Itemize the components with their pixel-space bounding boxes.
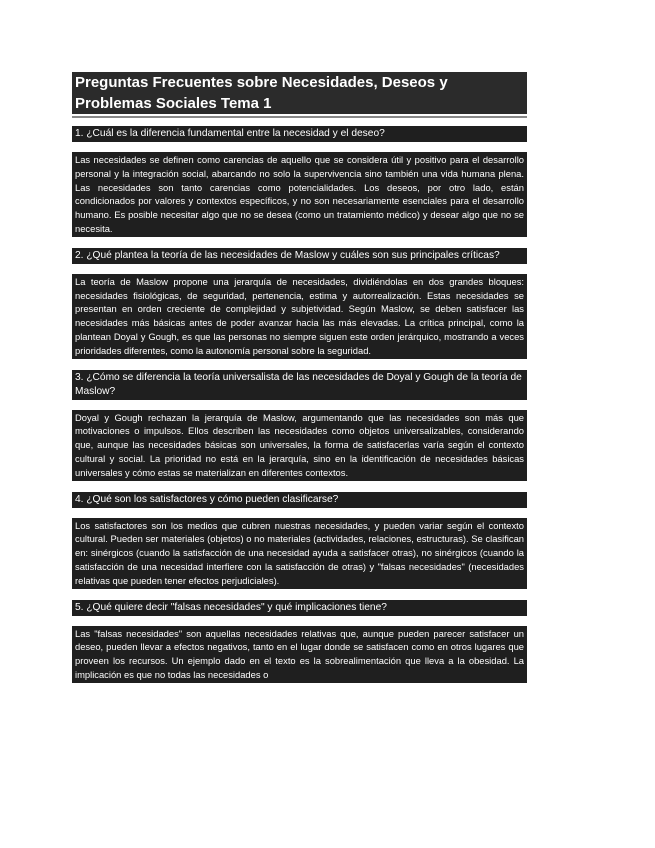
answer-2: La teoría de Maslow propone una jerarquía de necesidades, dividiéndolas en dos grandes bloques: necesidades fisiológicas, de seguridad, pertenencia, estima y autorrealización. Estas necesidades se presentan en orden creciente de complejidad y subjetividad. Según Maslow, se deben satisfacer las necesidades más básicas antes de poder avanzar hacia las más elevadas. La crítica principal, como la plantean Doyal y Gough, es que las personas no siempre siguen este orden jerárquico, mostrando a veces prioridades diferentes, como la autonomía personal sobre la seguridad. xyxy=(72,274,527,360)
answer-4: Los satisfactores son los medios que cubren nuestras necesidades, y pueden variar según el contexto cultural. Pueden ser materiales (objetos) o no materiales (actividades, relaciones, estructuras). Se clasifican en: sinérgicos (cuando la satisfacción de una necesidad ayuda a satisfacer otras), no sinérgicos (cuando la satisfacción de una necesidad interfiere con la satisfacción de otras) y "falsas necesidades" (necesidades relativas que pueden tener efectos perjudiciales). xyxy=(72,518,527,590)
document-title xyxy=(72,72,527,114)
question-1: 1. ¿Cuál es la diferencia fundamental entre la necesidad y el deseo? xyxy=(72,126,527,143)
title-divider xyxy=(72,116,527,118)
answer-5: Las "falsas necesidades" son aquellas necesidades relativas que, aunque pueden parecer satisfacer un deseo, pueden llevar a efectos negativos, tanto en el lugar donde se satisfacen como en otros lugares que proveen los recursos. Un ejemplo dado en el texto es la sobrealimentación que lleva a la obesidad. La implicación es que no todas las necesidades o xyxy=(72,626,527,684)
answer-1: Las necesidades se definen como carencias de aquello que se considera útil y positivo para el desarrollo personal y la integración social, abarcando no solo la supervivencia sino también una vida humana plena. Las necesidades son tanto carencias como potencialidades. Los deseos, por otro lado, están condicionados por valores y contextos específicos, y no son necesariamente esenciales para el desarrollo humano. Es posible necesitar algo que no se desea (como un tratamiento médico) y desear algo que no se necesita. xyxy=(72,152,527,238)
answer-3: Doyal y Gough rechazan la jerarquía de Maslow, argumentando que las necesidades son más que motivaciones o impulsos. Ellos describen las necesidades como objetos universalizables, considerando que, aunque las necesidades básicas son universales, la forma de satisfacerlas varía según el contexto cultural y social. La prioridad no está en la jerarquía, sino en la identificación de necesidades básicas universales y cómo estas se materializan en diferentes contextos. xyxy=(72,410,527,482)
document-page xyxy=(72,72,527,684)
title-line: Problemas Sociales Tema 1 xyxy=(75,95,272,112)
question-4: 4. ¿Qué son los satisfactores y cómo pueden clasificarse? xyxy=(72,492,527,509)
question-2: 2. ¿Qué plantea la teoría de las necesidades de Maslow y cuáles son sus principales críticas? xyxy=(72,248,527,265)
question-5: 5. ¿Qué quiere decir "falsas necesidades" y qué implicaciones tiene? xyxy=(72,600,527,617)
question-3: 3. ¿Cómo se diferencia la teoría universalista de las necesidades de Doyal y Gough de la teoría de Maslow? xyxy=(72,370,527,401)
title-line: Preguntas Frecuentes sobre Necesidades, Deseos y xyxy=(75,74,448,91)
